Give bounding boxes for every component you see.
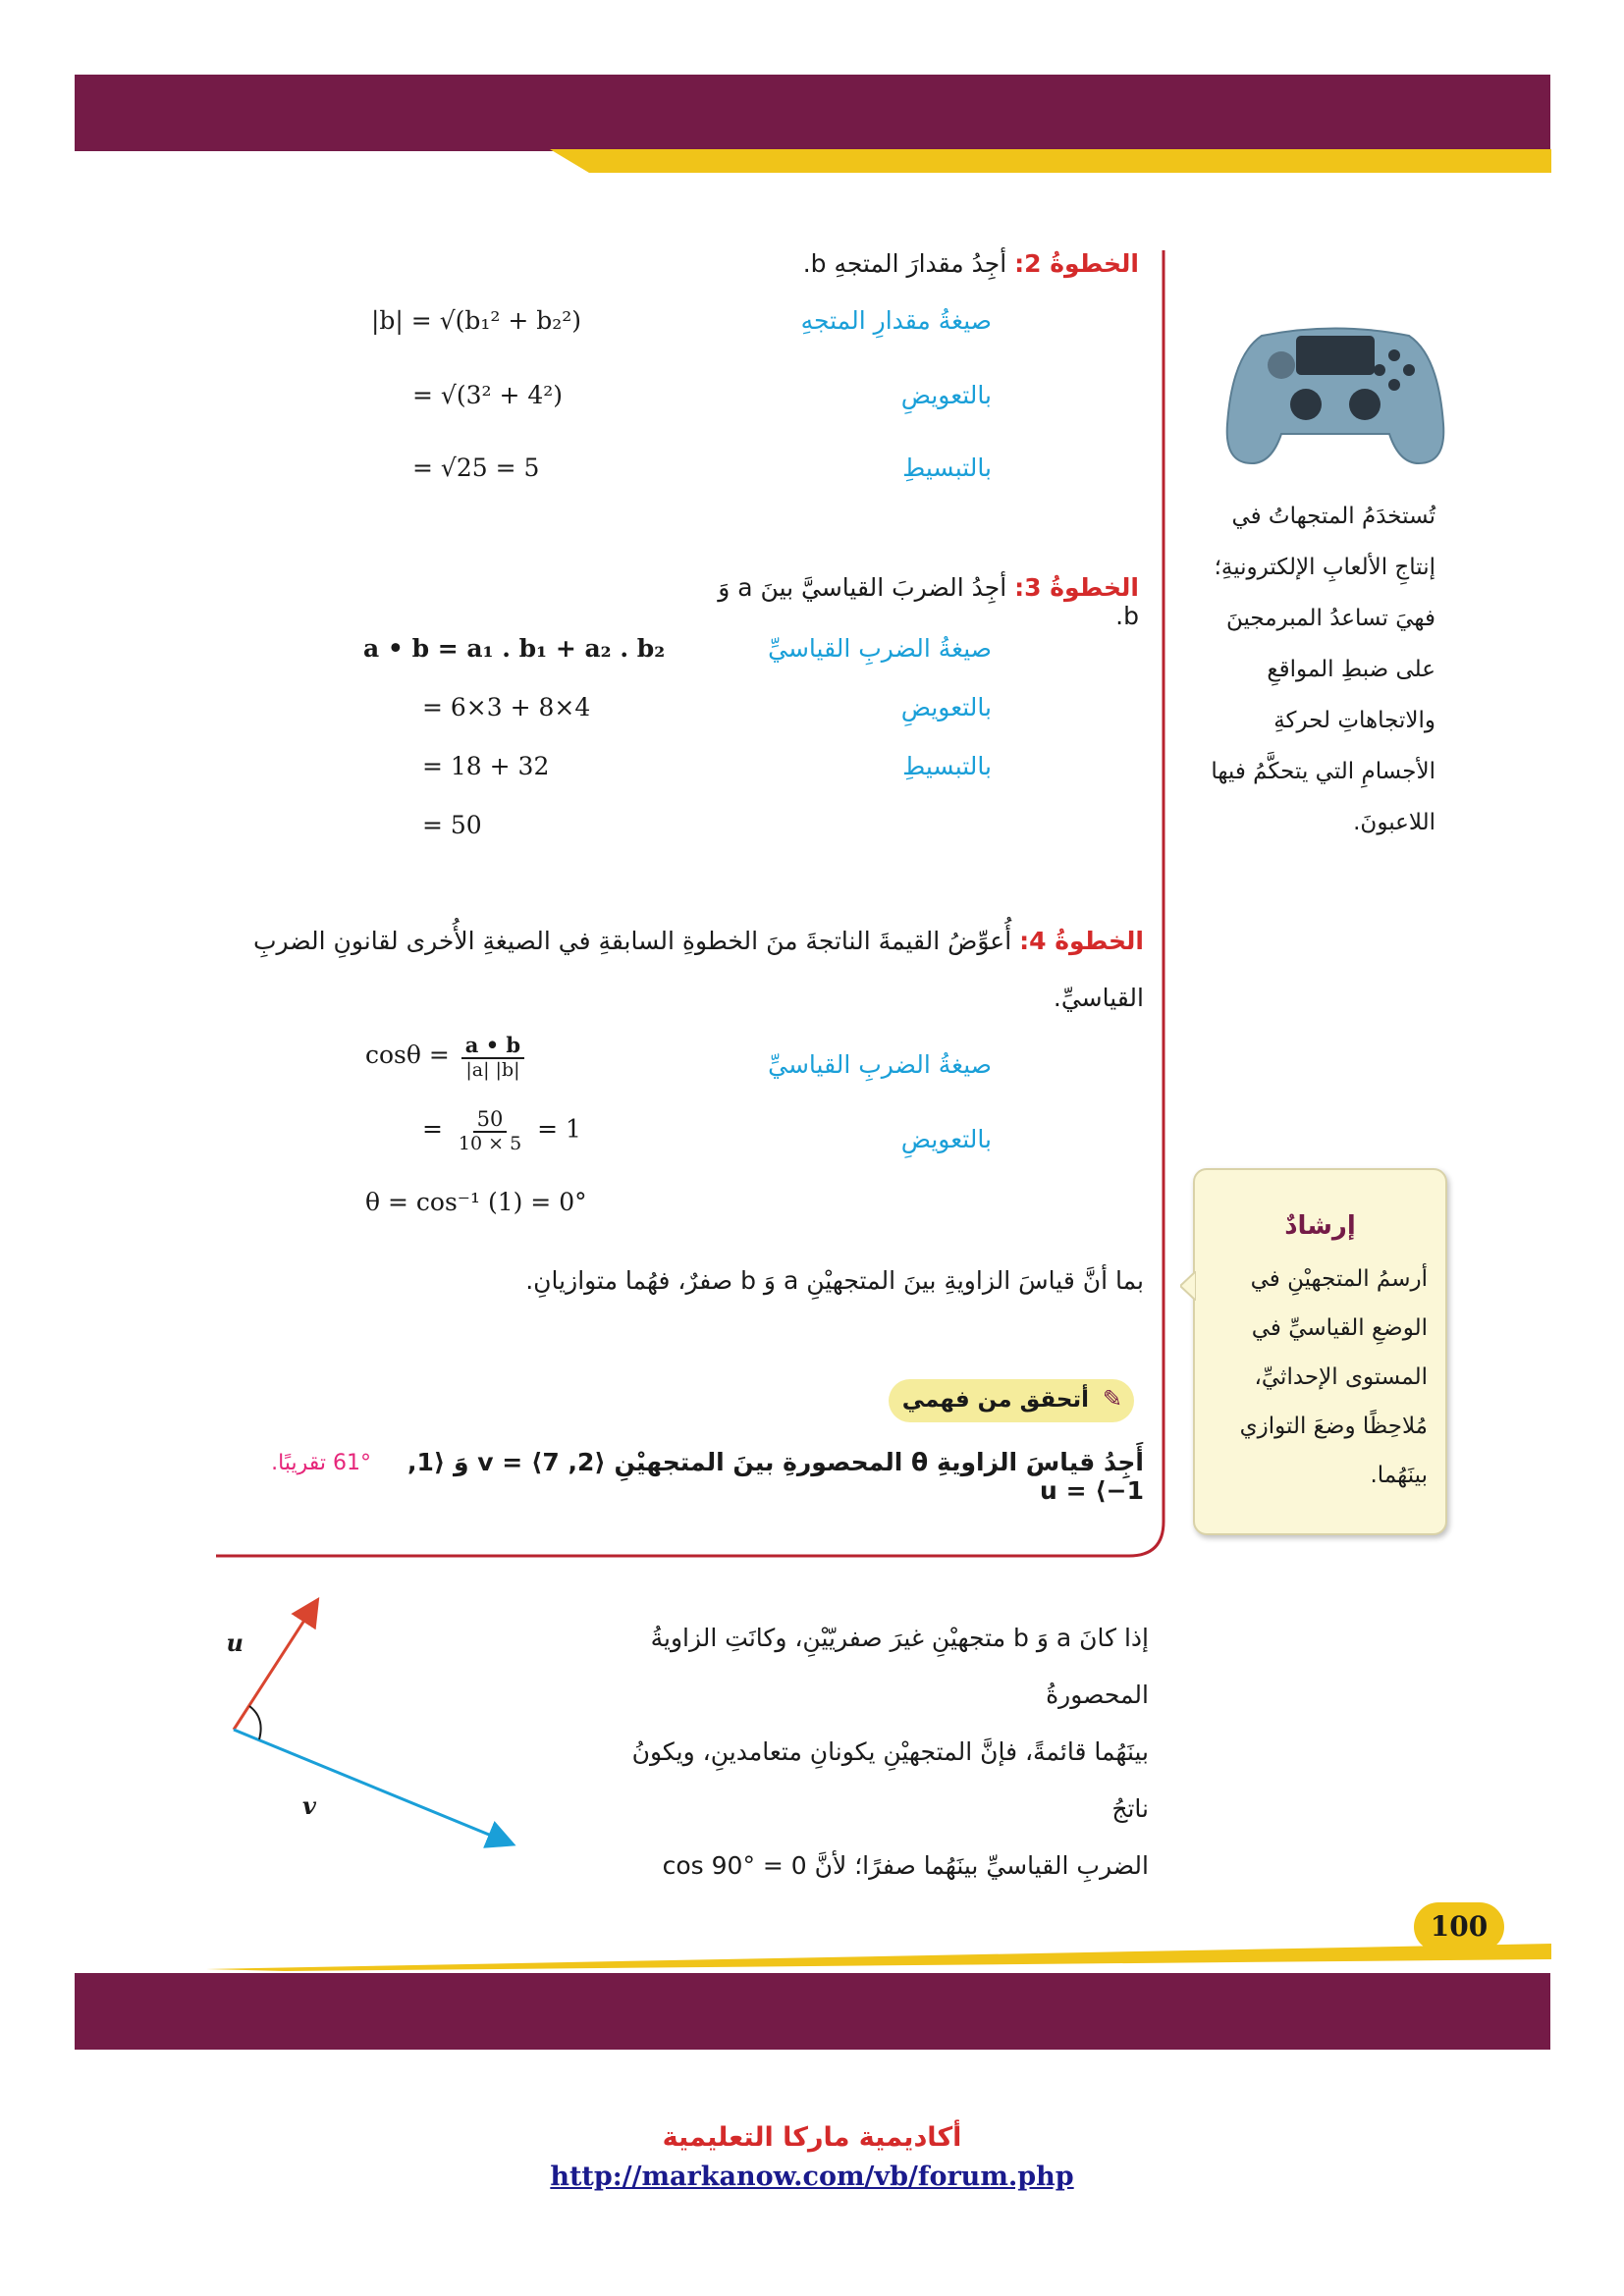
- step4-row1-fraction: [461, 1033, 524, 1081]
- step2-row1-math: |b| = √(b₁² + b₂²): [371, 306, 582, 335]
- hint-box: [1193, 1168, 1447, 1535]
- page-number: 100: [1414, 1902, 1504, 1951]
- perpendicular-paragraph: [628, 1610, 1149, 1895]
- content-frame: [196, 245, 1178, 1571]
- step2-row2-label: بالتعويضِ: [900, 381, 992, 409]
- hint-text: أرسمُ المتجهيْنِ في الوضعِ القياسيِّ في المستوى الإحداثيِّ، مُلاحِظًا وضعَ التوازي بينَهُما.: [1239, 1266, 1428, 1488]
- step4-row3-math: θ = cos⁻¹ (1) = 0°: [365, 1188, 587, 1216]
- vector-v-arrow: [234, 1730, 511, 1843]
- bottom-band: [75, 1973, 1550, 2050]
- step4-heading: [211, 913, 1144, 1027]
- step4-label: الخطوةُ 4:: [1019, 927, 1144, 955]
- hint-pointer: [1180, 1271, 1196, 1301]
- step4-text: أُعوِّضُ القيمةَ الناتجةَ منَ الخطوةِ السابقةِ في الصيغةِ الأُخرى لقانونِ الضربِ القياسيِّ.: [252, 927, 1144, 1012]
- check-banner: [889, 1379, 1134, 1422]
- hint-title: إرشادٌ: [1284, 1211, 1356, 1241]
- top-band: [75, 75, 1550, 151]
- step4-row2-num: 50: [473, 1107, 508, 1133]
- step4-row2-den: 10 × 5: [458, 1133, 522, 1154]
- step4-row2-label: بالتعويضِ: [900, 1125, 992, 1153]
- footer-academy: أكاديمية ماركا التعليمية: [662, 2122, 962, 2153]
- pencil-icon: ✎: [1102, 1385, 1122, 1413]
- step2-row1-label: صيغةُ مقدارِ المتجهِ: [800, 306, 992, 335]
- vector-v-label: v: [302, 1791, 316, 1820]
- vector-u-arrow: [234, 1602, 316, 1730]
- check-title: أتحقق من فهمي: [901, 1387, 1089, 1413]
- perp-line3: الضربِ القياسيِّ بينَهُما صفرًا؛ لأنَّ cos 90° = 0: [662, 1851, 1149, 1880]
- check-answer: 61° تقريبًا.: [271, 1451, 371, 1475]
- game-controller-image: [1222, 316, 1448, 473]
- right-angle-arc: [249, 1706, 261, 1739]
- step2-row3-label: بالتبسيطِ: [902, 454, 992, 482]
- top-yellow-stripe: [550, 149, 1551, 173]
- step3-text: أجِدُ الضربَ القياسيَّ بينَ a وَ b.: [718, 573, 1139, 630]
- check-question: أَجِدُ قياسَ الزاويةِ θ المحصورةِ بينَ المتجهيْنِ ⟨2, 7⟩ = v وَ ⟨1, 1−⟩ = u: [407, 1448, 1144, 1505]
- step4-row1-label: صيغةُ الضربِ القياسيِّ: [768, 1050, 992, 1079]
- vector-u-label: u: [226, 1629, 244, 1657]
- perp-line2: بينَهُما قائمةً، فإنَّ المتجهيْنِ يكونانِ متعامدينِ، ويكونُ ناتجُ: [631, 1737, 1149, 1823]
- step3-heading: [687, 573, 1139, 630]
- step3-row4-math: = 50: [422, 811, 482, 839]
- step3-row1-math: a • b = a₁ . b₁ + a₂ . b₂: [363, 634, 666, 663]
- step2-row2-math: = √(3² + 4²): [412, 381, 564, 409]
- step3-row1-label: صيغةُ الضربِ القياسيِّ: [768, 634, 992, 663]
- step2-label: الخطوةُ 2:: [1014, 249, 1139, 278]
- bottom-yellow-stripe: [206, 1926, 1551, 1971]
- step4-row2-rhs: = 1: [537, 1114, 581, 1144]
- step3-row3-math: = 18 + 32: [422, 752, 550, 780]
- step4-row2-fraction: [455, 1107, 525, 1154]
- step4-row1-den: |a| |b|: [465, 1059, 520, 1081]
- step3-label: الخطوةُ 3:: [1014, 573, 1139, 602]
- conclusion-text: بما أنَّ قياسَ الزاويةِ بينَ المتجهيْنِ a وَ b صفرٌ، فهُما متوازيانِ.: [525, 1266, 1144, 1295]
- sidebar-note: تُستخدَمُ المتجهاتُ في إنتاجِ الألعابِ الإلكترونيةِ؛ فهيَ تساعدُ المبرمجينَ على ضبطِ المواقعِ والاتجاهاتِ لحركةِ الأجسامِ التي يتحكَّمُ فيها اللاعبونَ.: [1211, 504, 1435, 835]
- step4-row2-lhs: =: [422, 1114, 443, 1144]
- step3-row2-label: بالتعويضِ: [900, 693, 992, 721]
- step2-text: أجِدُ مقدارَ المتجهِ b.: [802, 249, 1007, 278]
- step4-row2-math: [422, 1107, 717, 1154]
- footer-link[interactable]: http://markanow.com/vb/forum.php: [550, 2162, 1074, 2192]
- perp-line1: إذا كانَ a وَ b متجهيْنِ غيرَ صفريّيْنِ، وكانَتِ الزاويةُ المحصورةُ: [650, 1624, 1149, 1709]
- step2-heading: [785, 249, 1139, 278]
- step4-row1-lhs: cosθ =: [365, 1041, 450, 1069]
- step4-row1-num: a • b: [461, 1033, 524, 1059]
- step3-row2-math: = 6×3 + 8×4: [422, 693, 591, 721]
- step2-row3-math: = √25 = 5: [412, 454, 540, 482]
- step4-row1-math: [365, 1033, 660, 1081]
- step3-row3-label: بالتبسيطِ: [902, 752, 992, 780]
- perpendicular-vectors-diagram: [216, 1590, 530, 1865]
